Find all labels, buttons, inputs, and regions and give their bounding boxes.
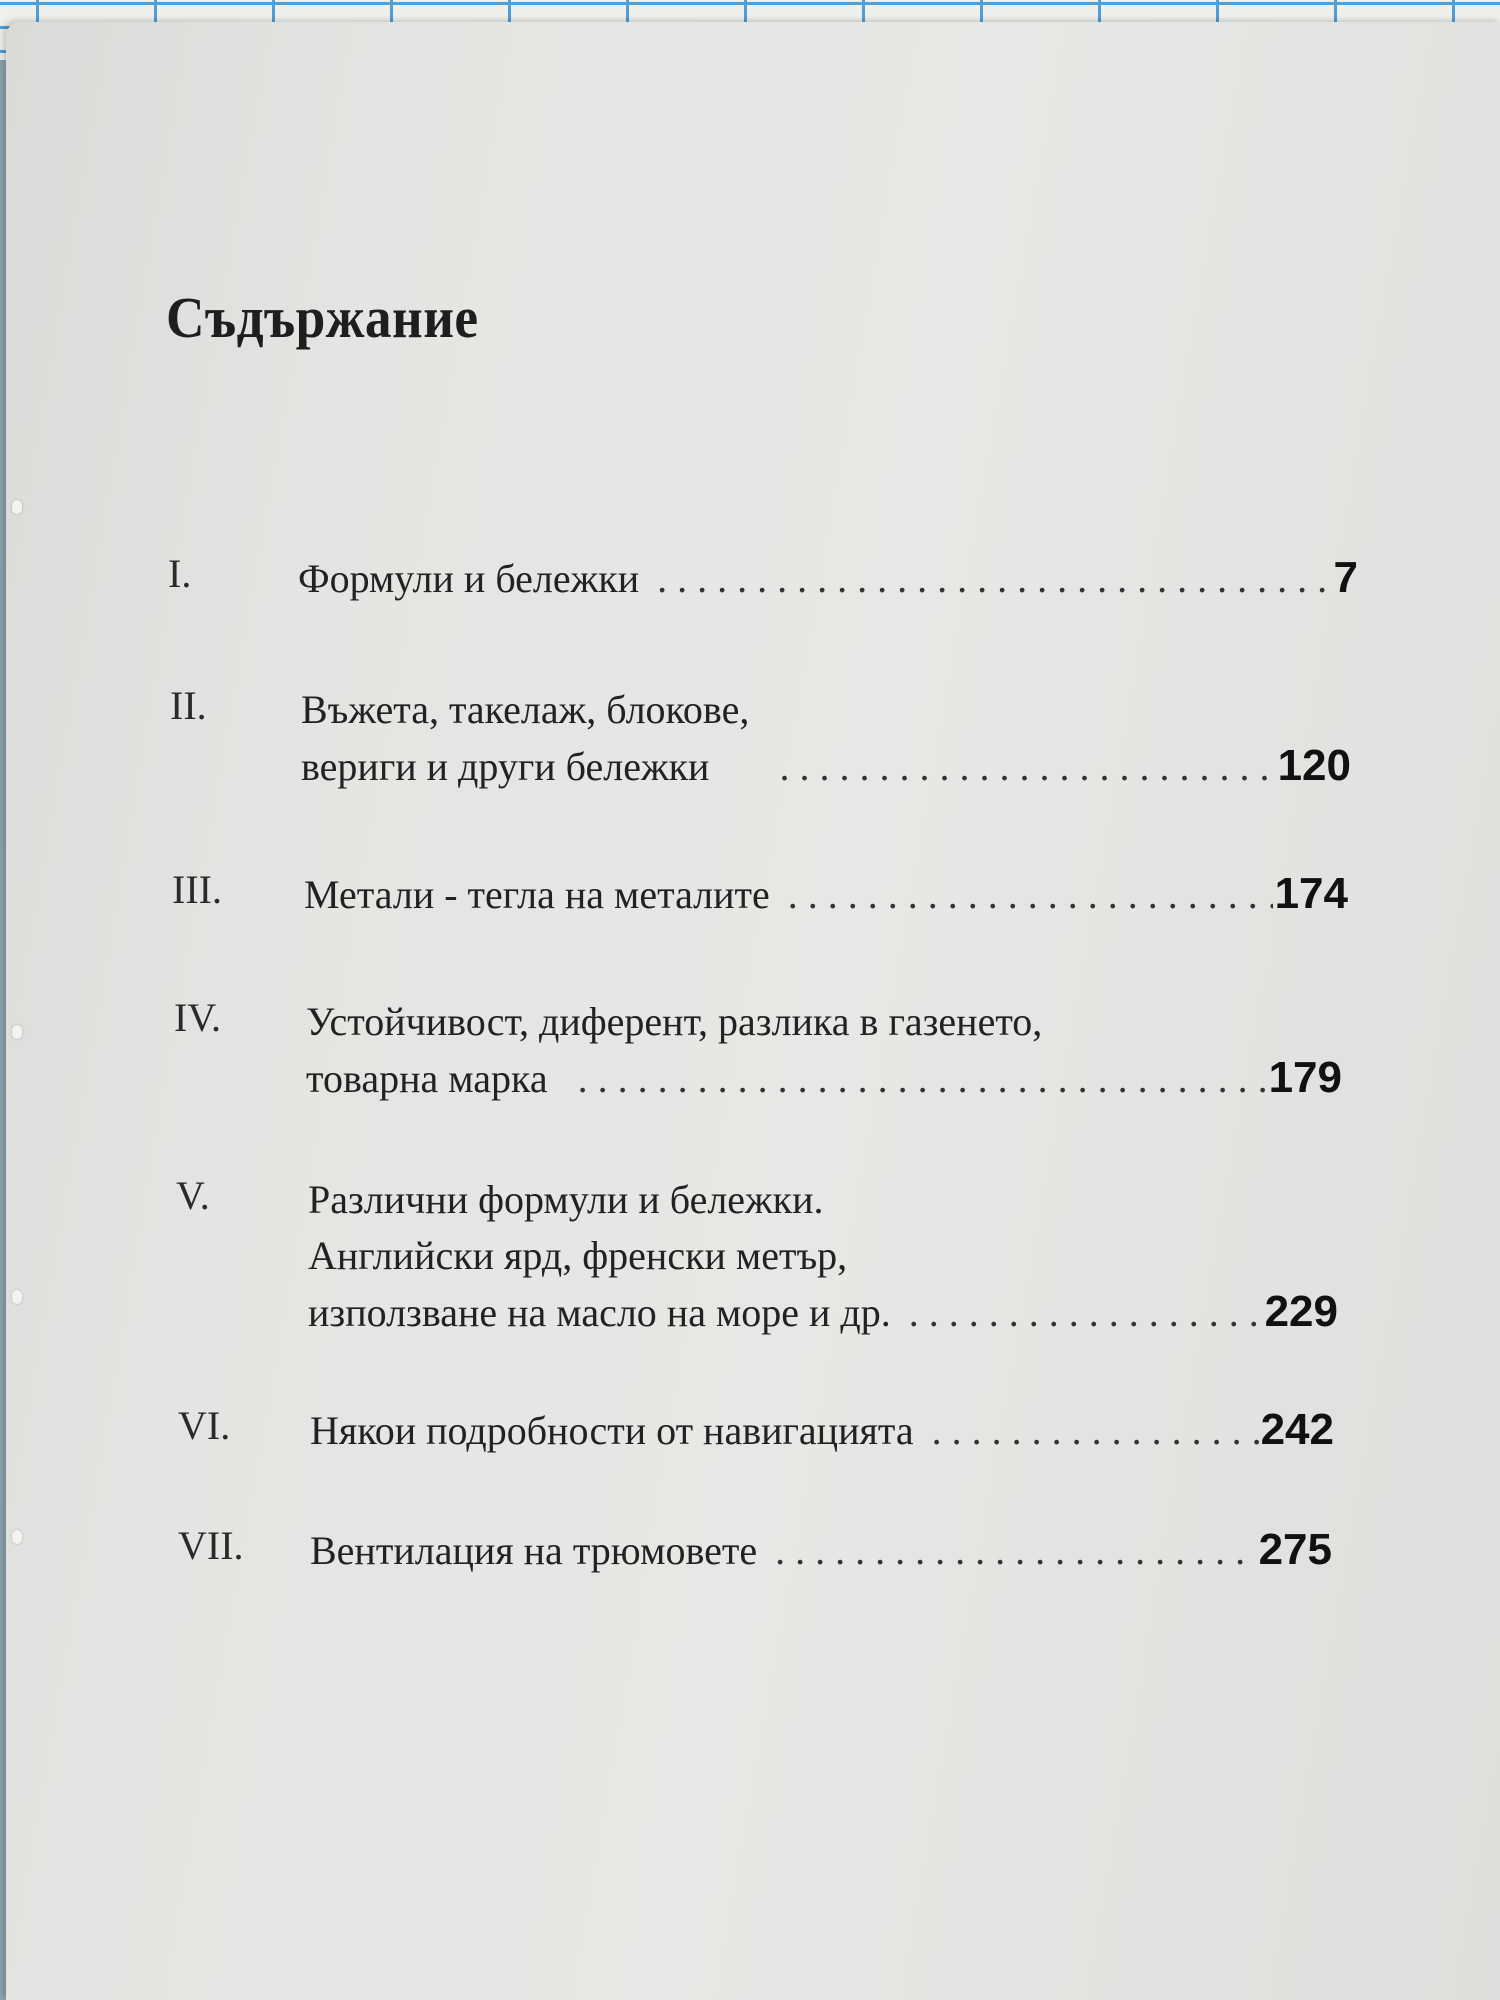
book-page [6, 22, 1500, 2000]
page-number: 7 [1333, 553, 1358, 602]
chapter-numeral: V. [176, 1173, 210, 1218]
dot-leader [932, 1403, 1259, 1459]
chapter-title: Въжета, такелаж, блокове, [301, 687, 750, 732]
chapter-title: Вентилация на трюмовете [310, 1528, 758, 1573]
dot-leader [779, 739, 1275, 795]
page-title: Съдържание [166, 285, 479, 350]
chapter-numeral: I. [168, 551, 192, 596]
dot-leader [775, 1523, 1256, 1579]
page-number: 179 [1268, 1053, 1342, 1102]
chapter-title: Метали - тегла на металите [304, 872, 770, 917]
page-number: 242 [1260, 1405, 1334, 1454]
chapter-title: Английски ярд, френски метър, [308, 1233, 848, 1278]
chapter-numeral: VII. [178, 1523, 244, 1568]
chapter-title: Устойчивост, диферент, разлика в газенето, [306, 999, 1043, 1044]
chapter-title: Някои подробности от навигацията [310, 1408, 914, 1453]
chapter-title: Формули и бележки [298, 556, 640, 601]
dot-leader [909, 1285, 1263, 1341]
dot-leader [657, 551, 1331, 607]
page-number: 275 [1258, 1525, 1332, 1574]
toc-entry-line [310, 1402, 1334, 1459]
chapter-numeral: IV. [174, 995, 222, 1040]
table-of-contents [6, 22, 1500, 2000]
dot-leader [578, 1051, 1267, 1107]
chapter-numeral: II. [170, 683, 207, 728]
chapter-numeral: VI. [178, 1403, 231, 1448]
toc-entry-line [310, 1522, 1332, 1579]
toc-entry-line [304, 866, 1348, 923]
page-number: 120 [1277, 741, 1351, 790]
toc-entry-line [306, 1050, 1342, 1107]
chapter-title: вериги и други бележки [301, 744, 710, 789]
chapter-title: товарна марка [306, 1056, 548, 1101]
dot-leader [788, 867, 1273, 923]
toc-entry-line [308, 1284, 1338, 1341]
chapter-title: използване на масло на море и др. [308, 1290, 891, 1335]
toc-entry-line [301, 738, 1351, 795]
toc-entry-line [298, 550, 1358, 607]
chapter-numeral: III. [172, 867, 222, 912]
page-number: 174 [1274, 869, 1348, 918]
page-number: 229 [1264, 1287, 1338, 1336]
chapter-title: Различни формули и бележки. [308, 1177, 824, 1222]
